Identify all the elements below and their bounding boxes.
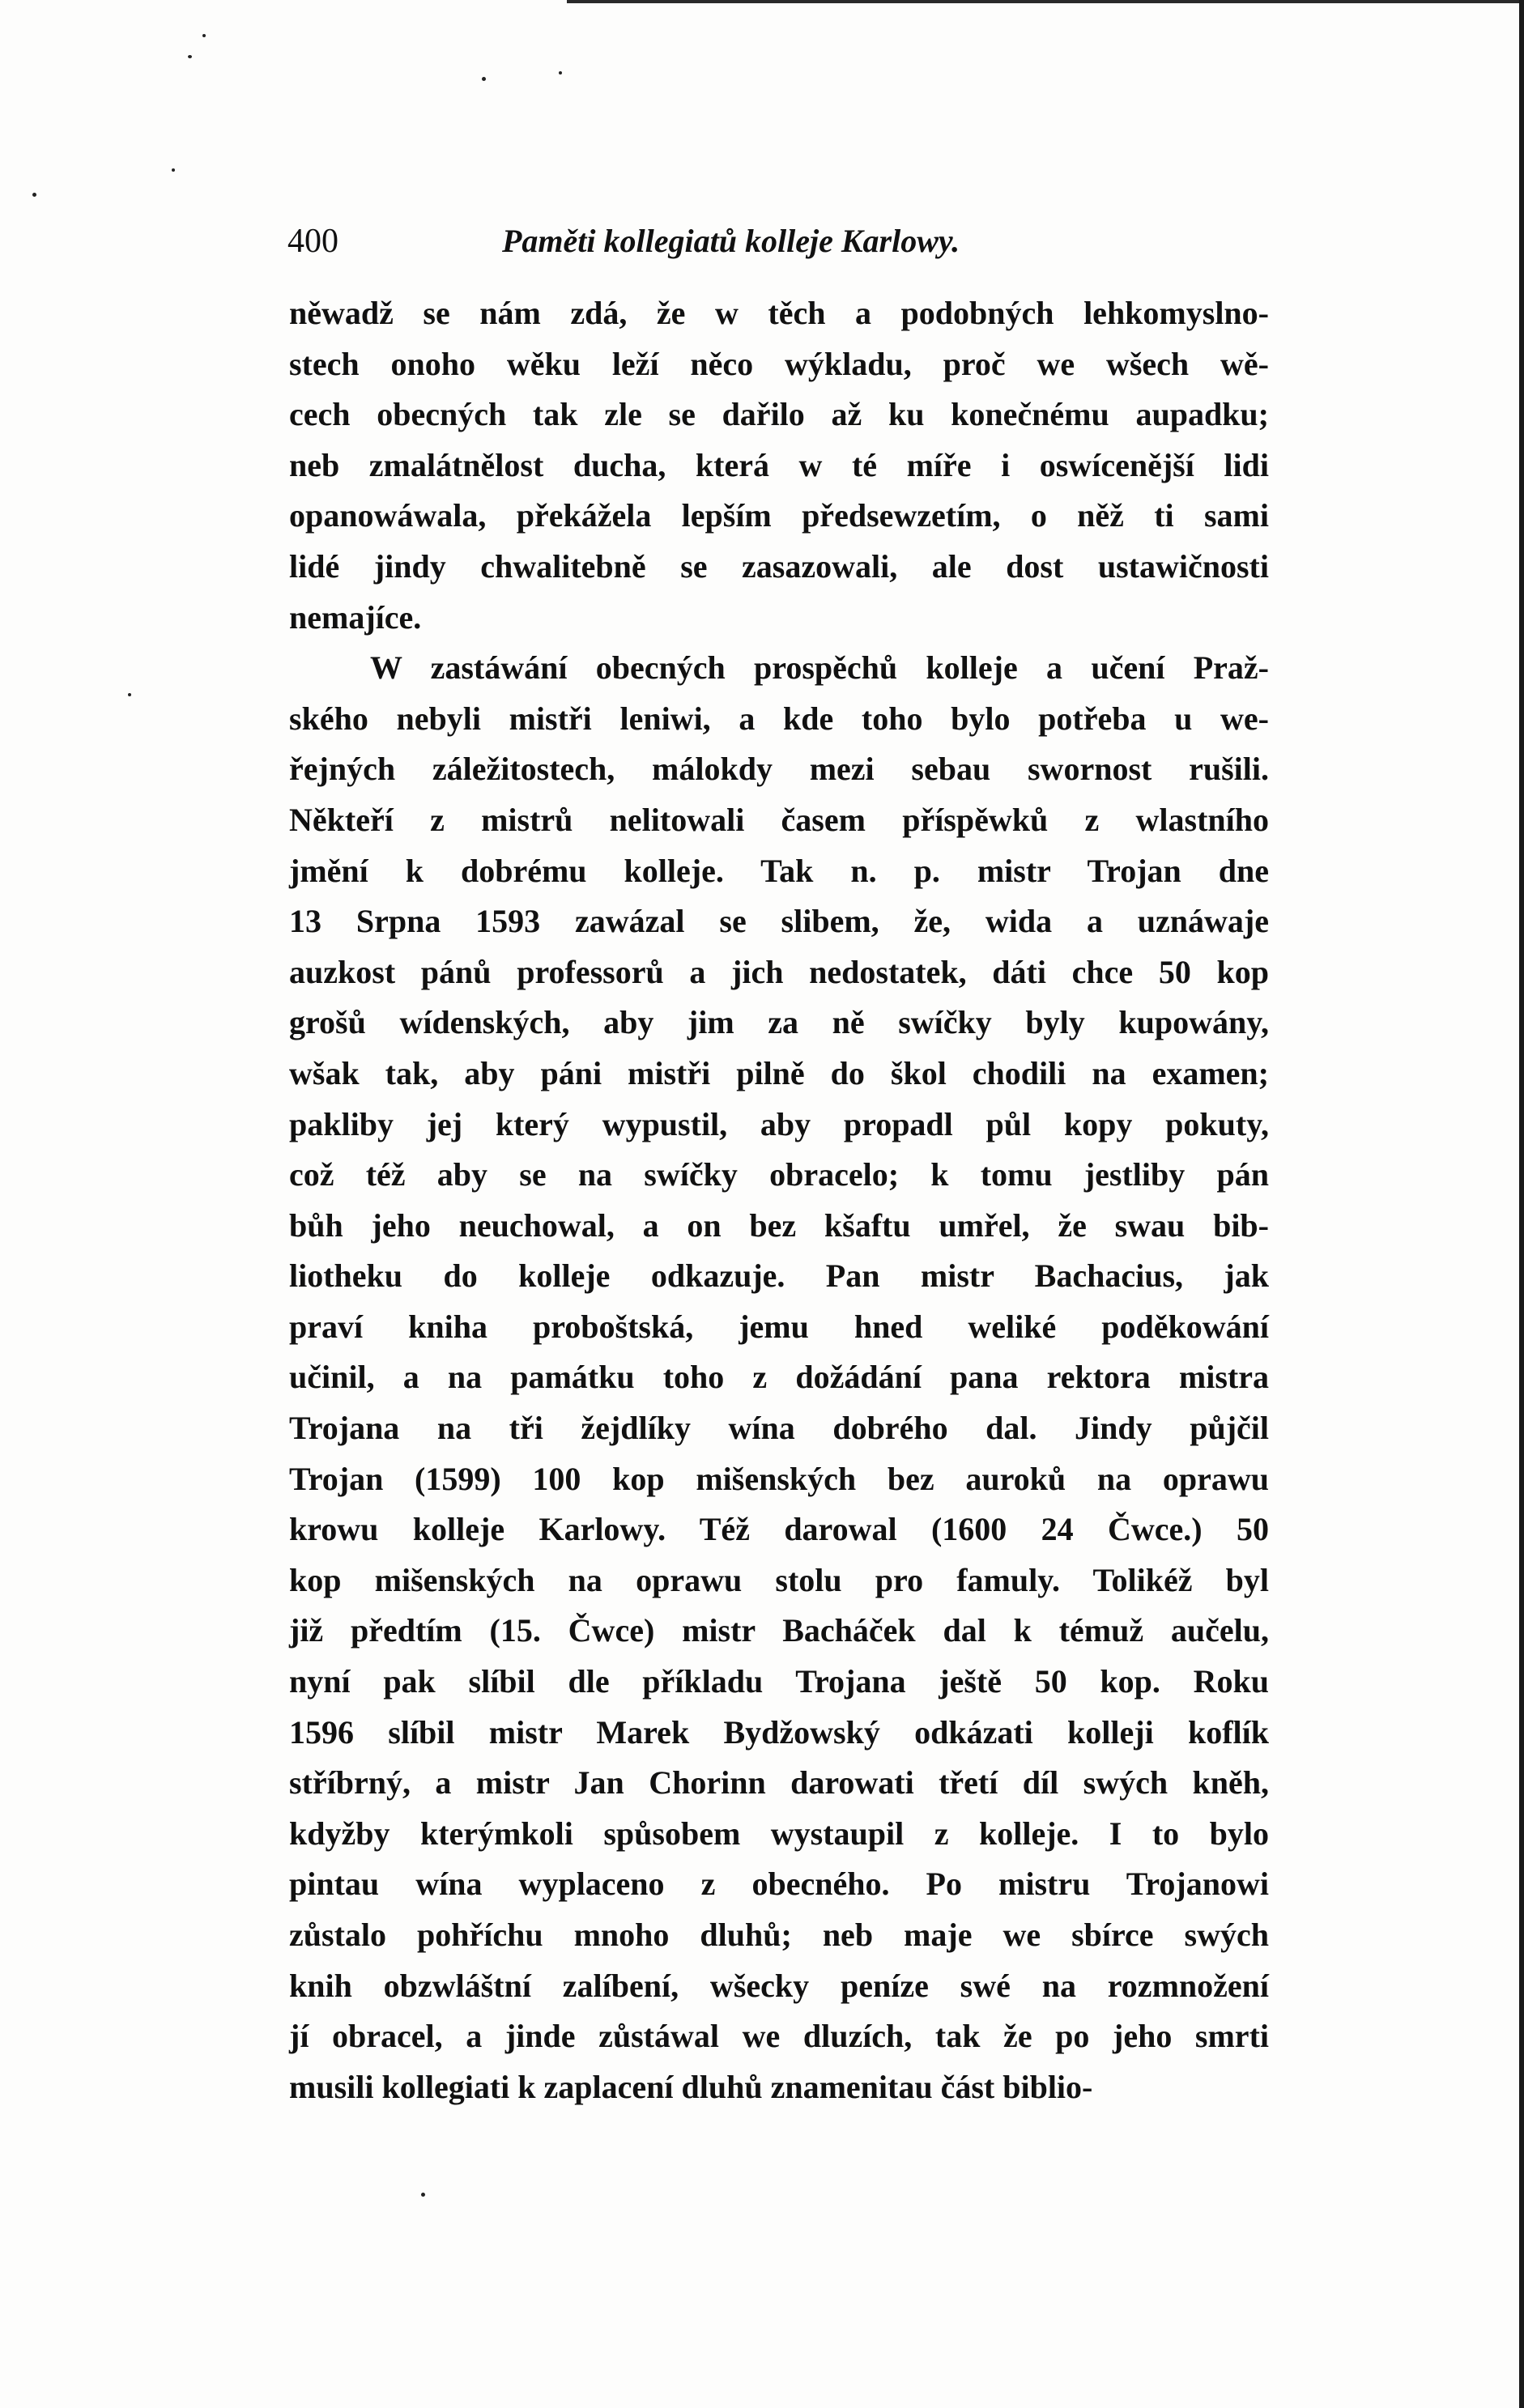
- running-header: [287, 217, 1267, 266]
- text-line: opanowáwala, překážela lepším předsewzetím, o něž ti sami: [289, 497, 1269, 534]
- text-line: kop mišenských na oprawu stolu pro famuly. Tolikéž byl: [289, 1561, 1269, 1598]
- text-line: pakliby jej který wypustil, aby propadl půl kopy pokuty,: [289, 1105, 1269, 1142]
- text-line: pintau wína wyplaceno z obecného. Po mistru Trojanowi: [289, 1866, 1269, 1903]
- text-line: ského nebyli mistři leniwi, a kde toho bylo potřeba u we-: [289, 700, 1269, 737]
- text-line: 1596 slíbil mistr Marek Bydžowský odkázati kolleji koflík: [289, 1713, 1269, 1751]
- text-line: wšak tak, aby páni mistři pilně do škol chodili na examen;: [289, 1054, 1269, 1091]
- scan-speck: [421, 2193, 425, 2197]
- scan-speck: [172, 168, 175, 172]
- text-line: nyní pak slíbil dle příkladu Trojana ještě 50 kop. Roku: [289, 1663, 1269, 1700]
- text-line: již předtím (15. Čwce) mistr Bacháček dal k témuž aučelu,: [289, 1612, 1269, 1649]
- text-line: stříbrný, a mistr Jan Chorinn darowati třetí díl swých kněh,: [289, 1764, 1269, 1802]
- text-line: praví kniha proboštská, jemu hned weliké poděkowání: [289, 1308, 1269, 1345]
- text-line: musili kollegiati k zaplacení dluhů znamenitau část biblio-: [289, 2068, 1093, 2105]
- text-line: neb zmalátnělost ducha, která w té míře i oswícenější lidi: [289, 446, 1269, 483]
- paragraph-2: [289, 643, 1269, 2112]
- paragraph-1: [289, 288, 1269, 643]
- text-line: učinil, a na památku toho z dožádání pana rektora mistra: [289, 1359, 1269, 1396]
- scan-speck: [188, 55, 192, 58]
- text-line: zůstalo pohříchu mnoho dluhů; neb maje we sbírce swých: [289, 1917, 1269, 1953]
- text-line: nemajíce.: [289, 598, 422, 636]
- text-line: W zastáwání obecných prospěchů kolleje a učení Praž-: [370, 649, 1269, 687]
- text-line: 13 Srpna 1593 zawázal se slibem, že, wida a uznáwaje: [289, 903, 1269, 940]
- text-line: krowu kolleje Karlowy. Též darowal (1600 24 Čwce.) 50: [289, 1511, 1269, 1548]
- text-line: lidé jindy chwalitebně se zasazowali, ale dost ustawičnosti: [289, 547, 1269, 585]
- text-line: liotheku do kolleje odkazuje. Pan mistr Bachacius, jak: [289, 1257, 1269, 1295]
- scan-speck: [482, 77, 486, 81]
- scan-speck: [202, 34, 206, 37]
- text-line: grošů wídenských, aby jim za ně swíčky byly kupowány,: [289, 1004, 1269, 1041]
- scan-speck: [32, 193, 36, 197]
- text-line: což též aby se na swíčky obracelo; k tomu jestliby pán: [289, 1156, 1269, 1193]
- page-number: 400: [287, 223, 338, 260]
- scan-speck: [128, 693, 131, 696]
- text-line: knih obzwláštní zalíbení, wšecky peníze swé na rozmnožení: [289, 1967, 1269, 2004]
- text-line: Trojana na tři žejdlíky wína dobrého dal. Jindy půjčil: [289, 1410, 1269, 1447]
- text-line: něwadž se nám zdá, že w těch a podobných lehkomyslno-: [289, 295, 1269, 331]
- running-title: Paměti kollegiatů kolleje Karlowy.: [502, 223, 960, 259]
- text-line: jí obracel, a jinde zůstáwal we dluzích, tak že po jeho smrti: [289, 2018, 1269, 2055]
- text-line: bůh jeho neuchowal, a on bez kšaftu umřel, že swau bib-: [289, 1206, 1269, 1244]
- text-line: Trojan (1599) 100 kop mišenských bez auroků na oprawu: [289, 1460, 1269, 1497]
- scan-speck: [559, 71, 562, 74]
- body-text: [289, 288, 1269, 2112]
- text-line: auzkost pánů professorů a jich nedostatek, dáti chce 50 kop: [289, 953, 1269, 990]
- text-line: kdyžby kterýmkoli spůsobem wystaupil z kolleje. I to bylo: [289, 1815, 1269, 1852]
- text-line: řejných záležitostech, málokdy mezi sebau swornost rušili.: [289, 751, 1269, 788]
- text-line: jmění k dobrému kolleje. Tak n. p. mistr Trojan dne: [289, 852, 1269, 889]
- top-edge-shadow: [567, 0, 1524, 3]
- text-line: cech obecných tak zle se dařilo až ku konečnému aupadku;: [289, 396, 1269, 433]
- text-line: stech onoho wěku leží něco wýkladu, proč we wšech wě-: [289, 345, 1269, 382]
- text-line: Někteří z mistrů nelitowali časem příspěwků z wlastního: [289, 801, 1269, 838]
- right-edge-shadow: [1519, 0, 1524, 2408]
